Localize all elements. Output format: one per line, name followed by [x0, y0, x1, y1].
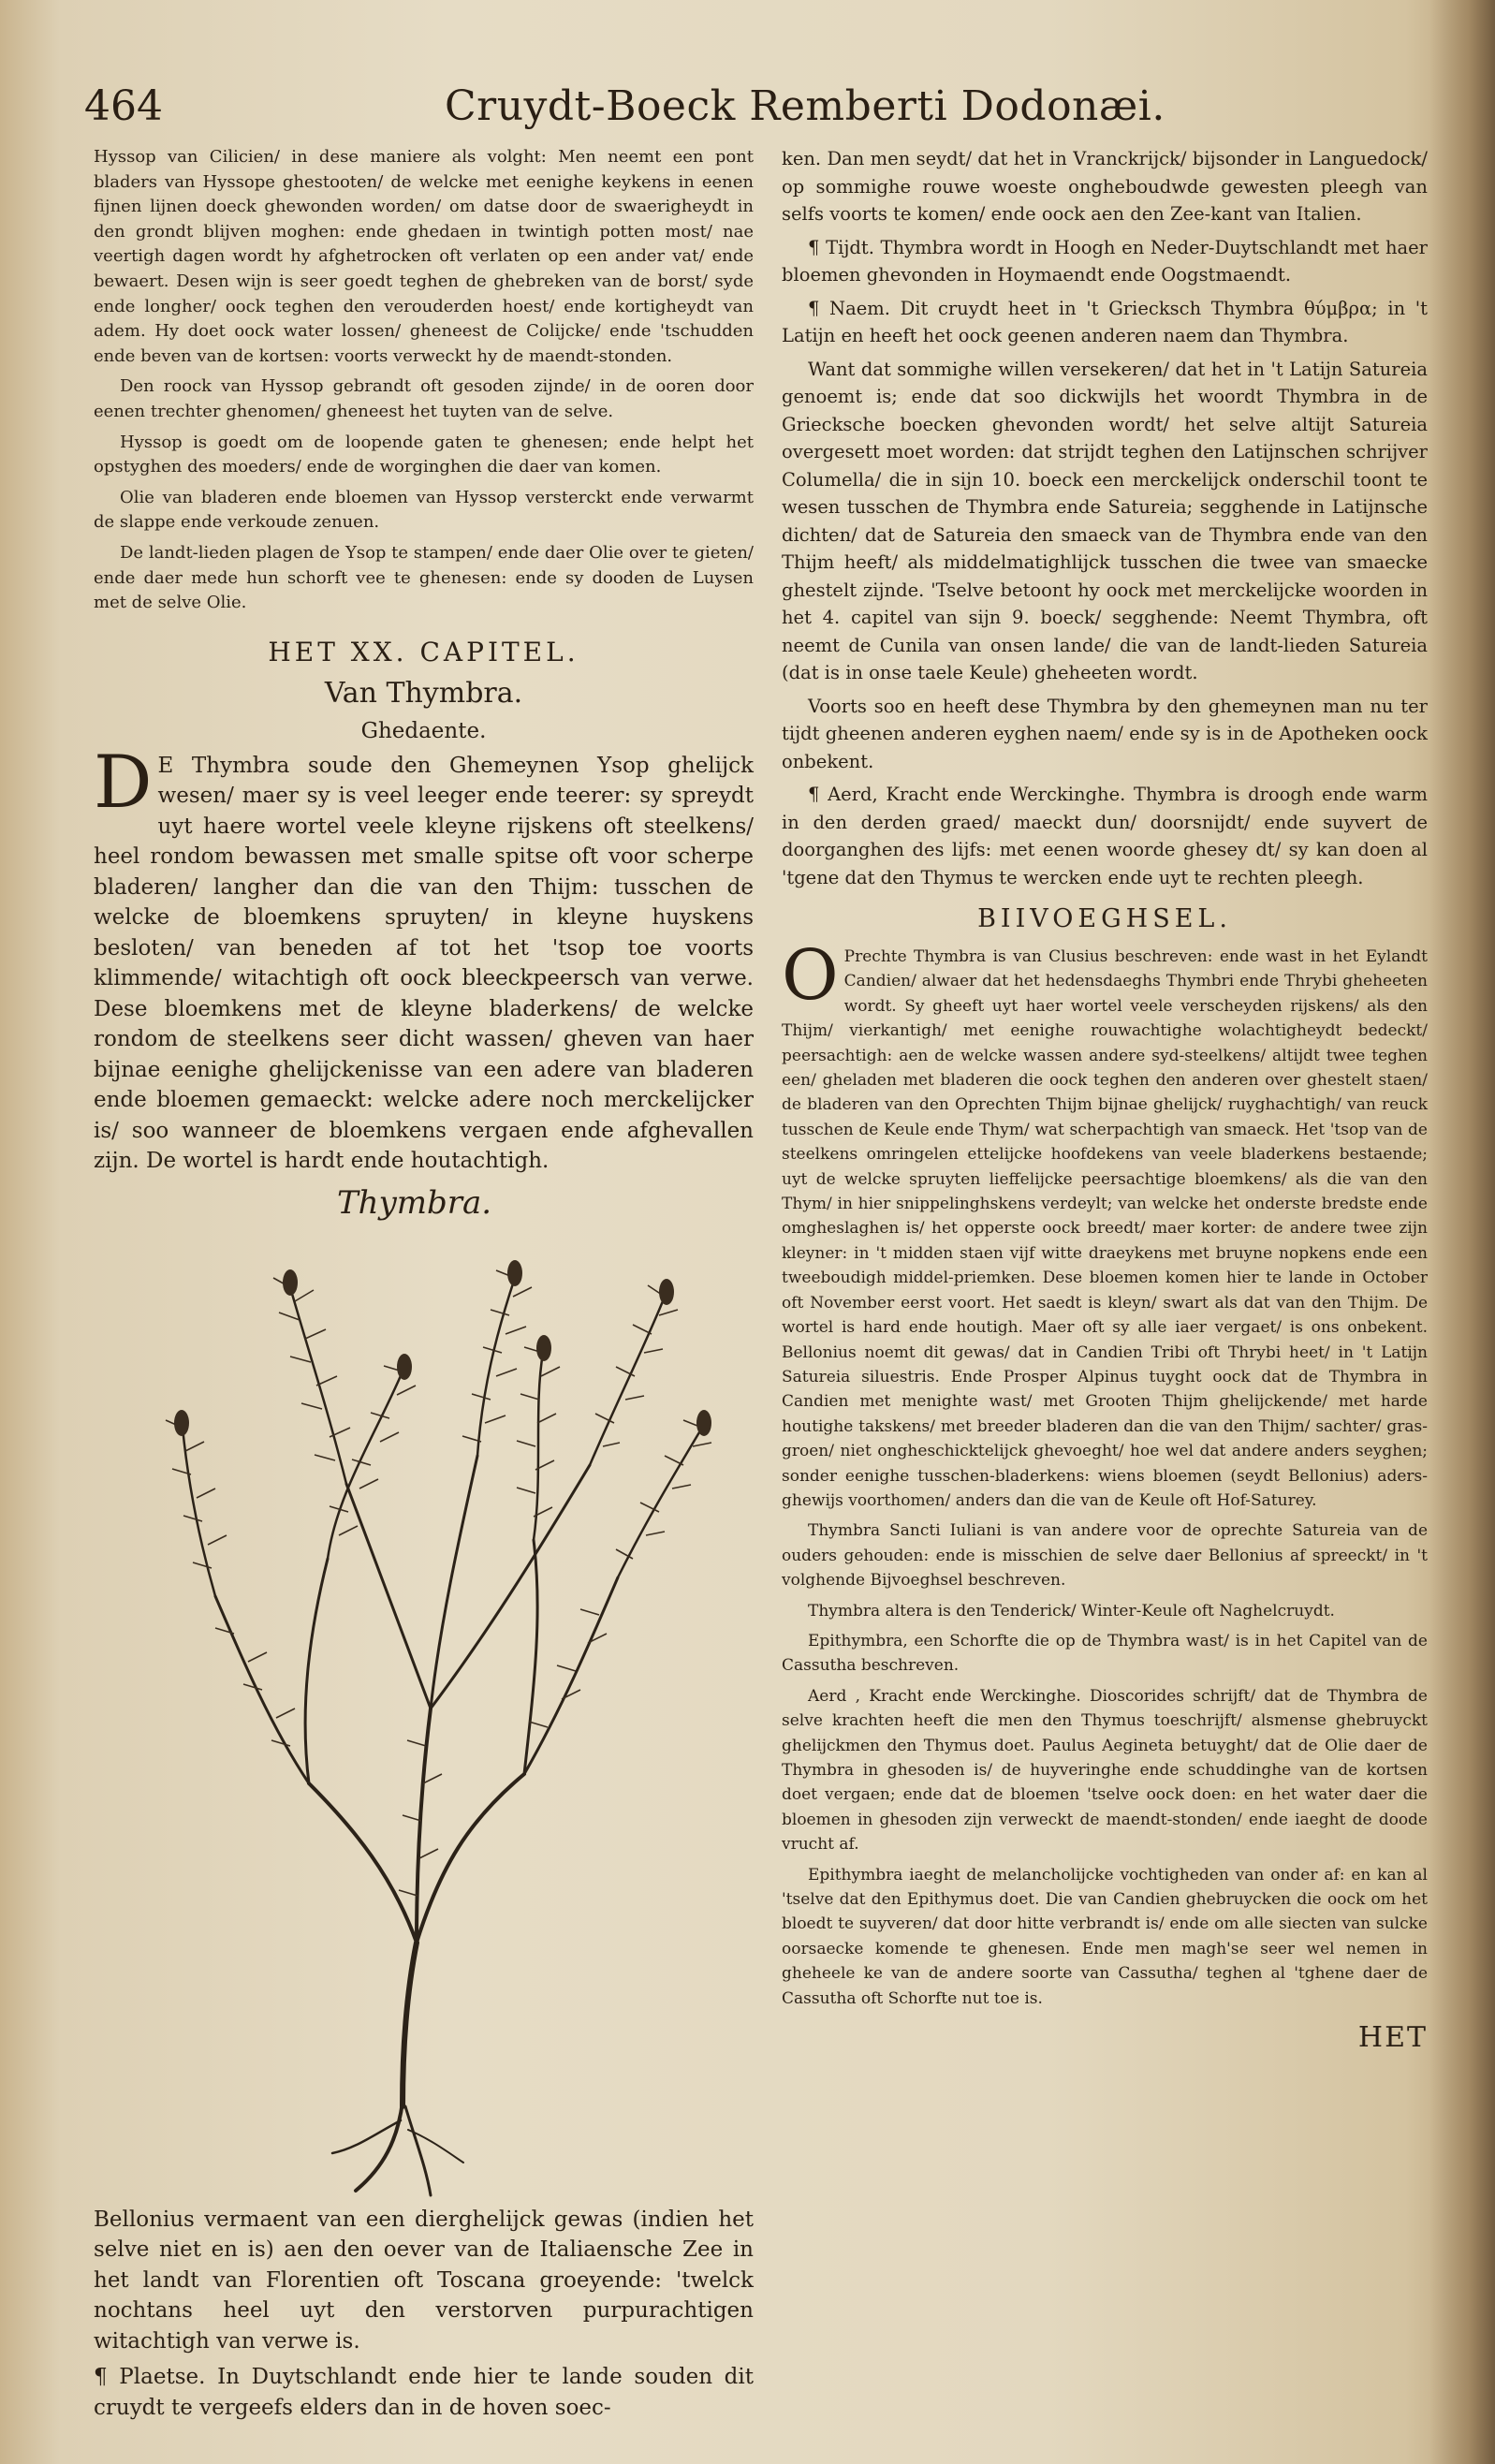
paragraph: Want dat sommighe willen versekeren/ dat het in 't Latijn Satureia genoemt is; ende dat soo dickwijls het woordt Thymbra in de Griecksche boecken ghevonden wordt/ het selve altijt Satureia overgesett moet worden: dat strijdt teghen den Latijnschen schrijver Columella/ die in sijn 10. boeck een merckelijck onderschil toont te wesen tusschen de Thymbra ende Satureia; segghende in Latijnsche dichten/ dat de Satureia den smaeck van de Thymbra ende van den Thijm heeft/ als middelmatighlijck tusschen die twee van smaecke ghestelt zijnde. 'Tselve betoont hy oock met merckelijcke woorden in het 4. capitel van sijn 9. boeck/ segghende: Neemt Thymbra, oft neemt de Cunila van onsen lande/ die van de landt-lieden Satureia (dat is in onse taele Keule) gheheeten wordt.	[782, 358, 1428, 683]
paragraph: ¶ Tijdt. Thymbra wordt in Hoogh en Neder-Duytschlandt met haer bloemen ghevonden in Hoymaendt ende Oogstmaendt.	[782, 236, 1428, 286]
paragraph: Epithymbra iaeght de melancholijcke vochtigheden van onder af: en kan al 'tselve dat den Epithymus doet. Die van Candien ghebruycken die oock om het bloedt te suyveren/ dat door hitte verbrandt is/ ende om alle siecten van sulcke oorsaecke komende te ghenesen. Ende men magh'se seer wel nemen in gheheele ke van de andere soorte van Cassutha/ teghen al 'tghene daer de Cassutha oft Schorfte nut toe is.	[782, 1865, 1428, 2008]
paragraph: ¶ Aerd, Kracht ende Werckinghe. Thymbra is droogh ende warm in den derden graed/ maeckt dun/ doorsnijdt/ ende suyvert de doorganghen des lijfs: met eenen woorde ghesey dt/ sy kan doen al 'tgene dat den Thymus te wercken ende uyt te rechten pleegh.	[782, 784, 1428, 888]
right-column	[782, 145, 1428, 2054]
thymbra-plant-drawing	[94, 1222, 754, 2205]
paragraph: Thymbra altera is den Tenderick/ Winter-Keule oft Naghelcruydt.	[808, 1601, 1335, 1621]
page-number: 464	[84, 82, 163, 130]
binding-shadow	[1429, 0, 1495, 2464]
left-column	[94, 145, 754, 2428]
paragraph: Thymbra Sancti Iuliani is van andere voor de oprechte Satureia van de ouders gehouden: ende is misschien de selve daer Bellonius af spreeckt/ in 't volghende Bijvoeghsel beschreven.	[782, 1521, 1428, 1591]
paragraph: ken. Dan men seydt/ dat het in Vranckrijck/ bijsonder in Languedock/ op sommighe rouwe woeste ongheboudwde gewesten pleegh van selfs voorts te komen/ ende oock aen den Zee-kant van Italien.	[782, 148, 1428, 225]
paragraph-text: E Thymbra soude den Ghemeynen Ysop ghelijck wesen/ maer sy is veel leeger ende teerer: sy spreydt uyt haere wortel veele kleyne rijskens oft steelkens/ heel rondom bewassen met smalle spitse oft voor scherpe bladeren/ langher dan die van den Thijm: tusschen de welcke de bloemkens spruyten/ in kleyne huyskens besloten/ van beneden af tot het 'tsop toe voorts klimmende/ witachtigh oft oock bleeckpeersch van verwe. Dese bloemkens met de kleyne bladerkens/ de welcke rondom de steelkens seer dicht wassen/ gheven van haer bijnae eenighe ghelijckenisse van een adere van bladeren ende bloemen gemaeckt: welcke adere noch merckelijcker is/ soo wanneer de bloemkens vergaen ende afghevallen zijn. De wortel is hardt ende houtachtigh.	[94, 753, 754, 1174]
paragraph: Voorts soo en heeft dese Thymbra by den ghemeynen man nu ter tijdt gheenen anderen eyghen naem/ ende sy is in de Apotheken oock onbekent.	[782, 695, 1428, 772]
paragraph-text: Prechte Thymbra is van Clusius beschreven: ende wast in het Eylandt Candien/ alwaer dat het hedensdaeghs Thymbri ende Thrybi gheheeten wordt. Sy gheeft uyt haer wortel veele verscheyden rijskens/ als den Thijm/ vierkantigh/ met eenighe rouwachtighe wolachtigheydt bedeckt/ peersachtigh: aen de welcke wassen andere syd-steelkens/ altijdt twee teghen een/ gheladen met bladeren die oock teghen den anderen over ghestelt staen/ de bladeren van den Oprechten Thijm bijnae ghelijck/ ruyghachtigh/ van reuck tusschen de Keule ende Thym/ wat scherpachtigh van smaeck. Het 'tsop van de steelkens omringelen ettelijcke hoofdekens van veele bladerkens bestaende; uyt de welcke spruyten lieffelijcke peersachtige bloemkens/ als die van den Thym/ in hier snippelinghskens verdeylt; van welcke het onderste bredste ende omgheslaghen is/ het opperste oock breedt/ maer korter: de andere twee zijn kleyner: in 't midden staen vijf witte draeykens met bruyne nopkens ende een tweeboudigh middel-priemken. Dese bloemen komen hier te lande in October oft November eerst voort. Het saedt is kleyn/ swart als dat van den Thijm. De wortel is hard ende houtigh. Maer oft sy alle iaer vergaet/ is ons onbekent. Bellonius noemt dit gewas/ dat in Candien Tribi oft Thrybi heet/ in 't Latijn Satureia siluestris. Ende Prosper Alpinus tuyght oock dat de Thymbra in Candien met menighte wast/ met Grooten Thijm ghelijckende/ met harde houtighe takskens/ met breeder bladeren dan die van den Thijm/ sachter/ gras-groen/ niet ongheschicktelijck ghevoeght/ hoe wel dat andere anders seyghen; sonder eenighe tusschen-bladerkens: wiens bloemen (seydt Bellonius) aders-ghewijs voorthomen/ anders dan die van de Keule oft Hof-Saturey.	[782, 947, 1428, 1510]
paragraph: ¶ Plaetse. In Duytschlandt ende hier te lande souden dit cruydt te vergeefs elders dan in de hoven soec-	[94, 2365, 754, 2420]
running-title: Cruydt-Boeck Remberti Dodonæi.	[445, 82, 1165, 130]
paragraph: Hyssop is goedt om de loopende gaten te ghenesen; ende helpt het opstyghen des moeders/ ende de worginghen die daer van komen.	[94, 432, 754, 477]
paragraph: Olie van bladeren ende bloemen van Hyssop versterckt ende verwarmt de slappe ende verkoude zenuen.	[94, 487, 754, 533]
section-subtitle: Ghedaente.	[360, 718, 487, 743]
ghedaente-paragraph	[94, 740, 754, 1177]
catchword-row	[782, 2017, 1428, 2054]
chapter-heading: HET XX. CAPITEL.	[268, 636, 579, 667]
paragraph: ¶ Naem. Dit cruydt heet in 't Griecksch Thymbra θύμβρα; in 't Latijn en heeft het oock geenen anderen naem dan Thymbra.	[782, 297, 1428, 346]
paragraph: Hyssop van Cilicien/ in dese maniere als volght: Men neemt een pont bladers van Hyssope ghestooten/ de welcke met eenighe keykens in eenen fijnen lijnen doeck ghewonden worden/ om datse door de swaerigheydt in den grondt blijven moghen: ende ghedaen in twintigh potten most/ nae veertigh dagen wordt hy afghetrocken oft verlaten op een ander vat/ ende bewaert. Desen wijn is seer goedt teghen de ghebreken van de borst/ syde ende longher/ oock teghen den verouderden hoest/ ende kortigheydt van adem. Hy doet oock water lossen/ gheneest de Colijcke/ ende 'tschudden ende beven van de kortsen: voorts verweckt hy de maendt-stonden.	[94, 147, 754, 366]
page-header	[84, 82, 1432, 139]
paragraph: De landt-lieden plagen de Ysop te stampen/ ende daer Olie over te gieten/ ende daer mede hun schorft vee te ghenesen: ende sy dooden de Luysen met de selve Olie.	[94, 542, 754, 613]
paragraph: Bellonius vermaent van een dierghelijck gewas (indien het selve niet en is) aen den oever van de Italiaensche Zee in het landt van Florentien oft Toscana groeyende: 'twelck nochtans heel uyt den verstorven purpurachtigen witachtigh van verwe is.	[94, 2207, 754, 2354]
drop-cap: D	[94, 740, 153, 825]
drop-cap: O	[782, 935, 839, 1016]
woodcut-illustration	[94, 1222, 754, 2205]
chapter-title: Van Thymbra.	[324, 676, 523, 710]
paragraph: Aerd , Kracht ende Werckinghe. Dioscorides schrijft/ dat de Thymbra de selve krachten heeft die men den Thymus toeschrijft/ alsmense ghebruyckt ghelijckmen den Thymus doet. Paulus Aegineta betuyght/ dat de Olie daer de Thymbra in ghesoden is/ de huyveringhe ende schuddinghe van de kortsen doet vergaen; ende dat de bloemen 'tselve oock doen: en het water daer die bloemen in ghesoden zijn verweckt de maendt-stonden/ ende iaeght de doode vrucht af.	[782, 1686, 1428, 1855]
catchword: HET	[1357, 2021, 1428, 2055]
bijvoeghsel-paragraph	[782, 935, 1428, 1513]
bijvoeghsel-heading: BIIVOEGHSEL.	[977, 904, 1232, 933]
paragraph: Epithymbra, een Schorfte die op de Thymbra wast/ is in het Capitel van de Cassutha beschreven.	[782, 1631, 1428, 1676]
paragraph: Den roock van Hyssop gebrandt oft gesoden zijnde/ in de ooren door eenen trechter ghenomen/ gheneest het tuyten van de selve.	[94, 376, 754, 421]
figure-caption: Thymbra.	[337, 1183, 492, 1222]
